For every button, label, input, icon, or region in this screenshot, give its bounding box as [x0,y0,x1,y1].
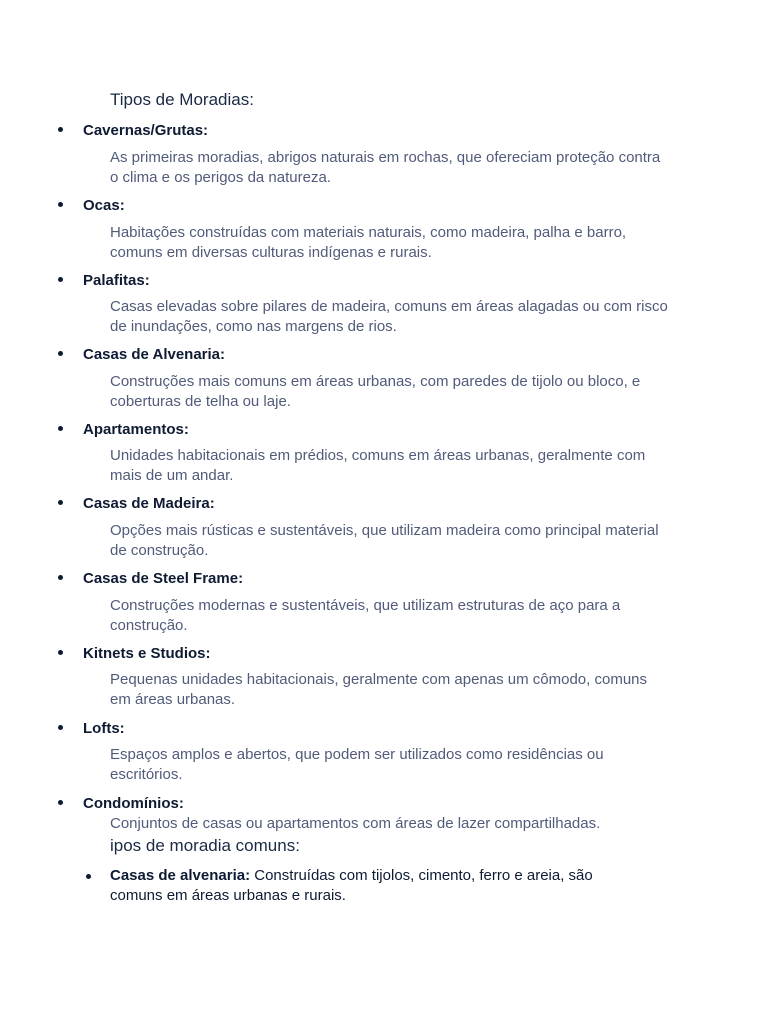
item-title: Cavernas/Grutas: [83,122,209,139]
section-heading-tipos-de-moradias: Tipos de Moradias: [110,90,254,109]
sub-item-title: Casas de alvenaria: [110,867,251,884]
item-title: Condomínios: [83,795,184,812]
item-title: Ocas: [83,197,125,214]
item-description: As primeiras moradias, abrigos naturais em rochas, que ofereciam proteção contra o clima e os perigos da natureza. [110,149,661,186]
bullet-icon [58,426,63,431]
item-title: Lofts: [83,720,125,737]
item-title: Apartamentos: [83,421,189,438]
item-description: Conjuntos de casas ou apartamentos com áreas de lazer compartilhadas. [110,815,601,832]
bullet-icon [58,500,63,505]
bullet-icon [58,725,63,730]
item-title: Casas de Steel Frame: [83,570,244,587]
item-description: Construções modernas e sustentáveis, que utilizam estruturas de aço para a construção. [110,597,621,634]
item-description: Casas elevadas sobre pilares de madeira, comuns em áreas alagadas ou com risco de inundações, como nas margens de rios. [110,298,668,335]
bullet-icon [86,874,91,879]
bullet-icon [58,800,63,805]
sub-item-description: Construídas com tijolos, cimento, ferro e areia, são comuns em áreas urbanas e rurais. [110,867,593,904]
item-description: Habitações construídas com materiais naturais, como madeira, palha e barro, comuns em diversas culturas indígenas e rurais. [110,224,627,261]
item-description: Espaços amplos e abertos, que podem ser utilizados como residências ou escritórios. [110,746,604,783]
item-title: Casas de Madeira: [83,495,215,512]
item-description: Construções mais comuns em áreas urbanas, com paredes de tijolo ou bloco, e coberturas de telha ou laje. [110,373,641,410]
bullet-icon [58,202,63,207]
item-title: Palafitas: [83,272,150,289]
bullet-icon [58,351,63,356]
section-heading-tipos-de-moradia-comuns: ipos de moradia comuns: [110,836,300,855]
bullet-icon [58,277,63,282]
bullet-icon [58,650,63,655]
item-title: Casas de Alvenaria: [83,346,226,363]
item-description: Unidades habitacionais em prédios, comuns em áreas urbanas, geralmente com mais de um andar. [110,447,646,484]
item-description: Pequenas unidades habitacionais, geralmente com apenas um cômodo, comuns em áreas urbanas. [110,671,647,708]
bullet-icon [58,127,63,132]
sub-item-text [110,866,630,906]
item-description: Opções mais rústicas e sustentáveis, que utilizam madeira como principal material de construção. [110,522,659,559]
item-title: Kitnets e Studios: [83,645,211,662]
bullet-icon [58,575,63,580]
